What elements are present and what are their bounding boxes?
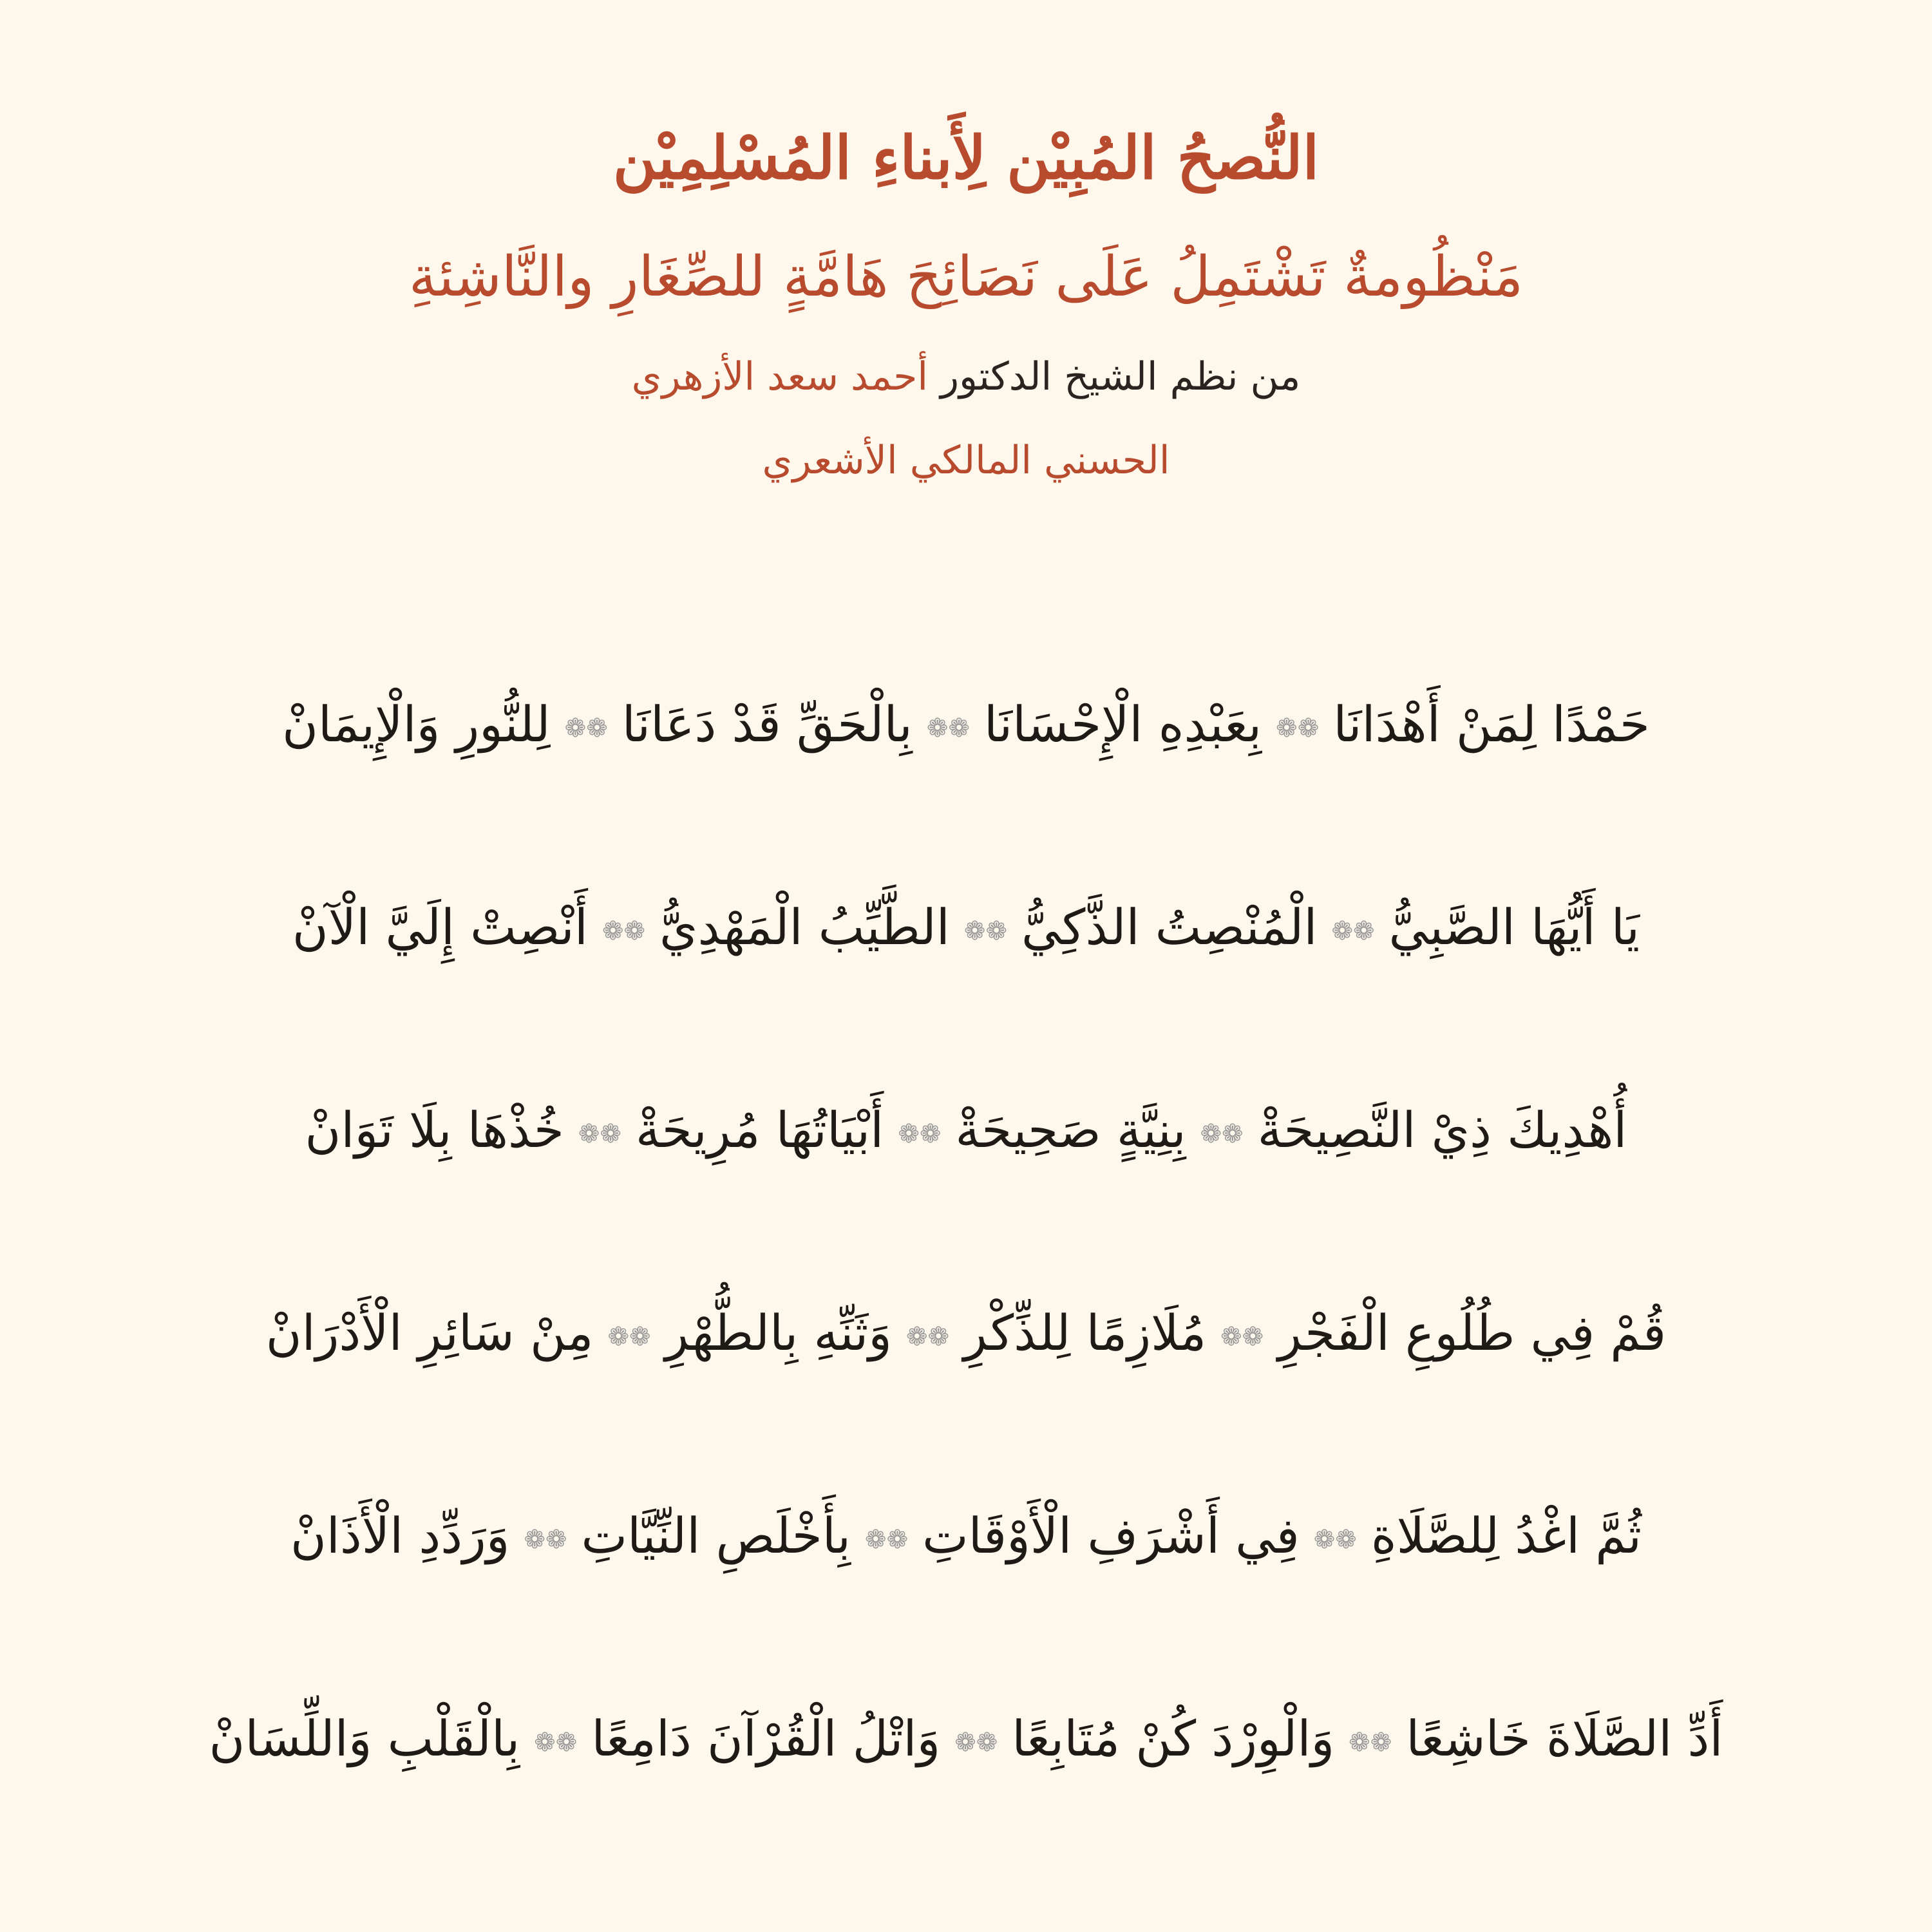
separator-icon: ❁❁ bbox=[564, 714, 608, 743]
author-line-2: الحسني المالكي الأشعري bbox=[762, 438, 1170, 483]
separator-icon: ❁❁ bbox=[954, 1728, 998, 1757]
verse-line bbox=[0, 1697, 1932, 1785]
verse-line bbox=[0, 1494, 1932, 1582]
hemistich: قُمْ فِي طُلُوعِ الْفَجْرِ bbox=[1278, 1304, 1667, 1361]
separator-icon: ❁❁ bbox=[601, 916, 645, 946]
hemistich: خُذْهَا بِلَا تَوَانْ bbox=[305, 1101, 564, 1159]
hemistich: مُلَازِمًا لِلذِّكْرِ bbox=[963, 1304, 1207, 1361]
separator-icon: ❁❁ bbox=[865, 1525, 909, 1555]
separator-icon: ❁❁ bbox=[1331, 916, 1375, 946]
separator-icon: ❁❁ bbox=[1220, 1322, 1264, 1352]
verses-container bbox=[0, 683, 1932, 1932]
poem-subtitle: مَنْظُومةٌ تَشْتَمِلُ عَلَى نَصَائِحَ هَامَّةٍ للصِّغَارِ والنَّاشِئةِ bbox=[408, 245, 1524, 309]
separator-icon: ❁❁ bbox=[926, 714, 970, 743]
hemistich: وَثَنِّهِ بِالطُّهْرِ bbox=[665, 1304, 893, 1361]
separator-icon: ❁❁ bbox=[1313, 1525, 1357, 1555]
hemistich: مِنْ سَائِرِ الْأَدْرَانْ bbox=[265, 1304, 594, 1361]
separator-icon: ❁❁ bbox=[1349, 1728, 1392, 1757]
hemistich: حَمْدًا لِمَنْ أَهْدَانَا bbox=[1333, 696, 1650, 753]
hemistich: بِالْحَقِّ قَدْ دَعَانَا bbox=[621, 696, 913, 753]
hemistich: أَدِّ الصَّلَاةَ خَاشِعًا bbox=[1406, 1710, 1723, 1767]
separator-icon: ❁❁ bbox=[898, 1119, 942, 1149]
hemistich: لِلنُّورِ وَالْإِيمَانْ bbox=[282, 696, 551, 753]
verse-line bbox=[0, 1291, 1932, 1379]
hemistich: الطَّيِّبُ الْمَهْدِيُّ bbox=[659, 898, 950, 956]
separator-icon: ❁❁ bbox=[607, 1322, 651, 1352]
separator-icon: ❁❁ bbox=[534, 1728, 578, 1757]
separator-icon: ❁❁ bbox=[1276, 714, 1320, 743]
separator-icon: ❁❁ bbox=[578, 1119, 621, 1149]
hemistich: بِأَخْلَصِ النِّيَّاتِ bbox=[581, 1507, 851, 1564]
verse-line bbox=[0, 886, 1932, 973]
hemistich: بِعَبْدِهِ الْإِحْسَانَا bbox=[983, 696, 1262, 753]
hemistich: أُهْدِيكَ ذِيْ النَّصِيحَةْ bbox=[1257, 1101, 1627, 1159]
separator-icon: ❁❁ bbox=[963, 916, 1007, 946]
author-prefix: من نظم الشيخ الدكتور bbox=[940, 354, 1301, 399]
hemistich: فِي أَشْرَفِ الْأَوْقَاتِ bbox=[922, 1507, 1300, 1564]
hemistich: وَالْوِرْدَ كُنْ مُتَابِعًا bbox=[1012, 1710, 1335, 1767]
hemistich: أَبْيَاتُهَا مُرِيحَةْ bbox=[635, 1101, 884, 1159]
hemistich: وَاتْلُ الْقُرْآنَ دَامِعًا bbox=[591, 1710, 941, 1767]
separator-icon: ❁❁ bbox=[1200, 1119, 1244, 1149]
hemistich: وَرَدِّدِ الْأَذَانْ bbox=[290, 1507, 510, 1564]
verse-line bbox=[0, 1088, 1932, 1176]
separator-icon: ❁❁ bbox=[524, 1525, 567, 1555]
verse-line bbox=[0, 683, 1932, 770]
author-name: أحمد سعد الأزهري bbox=[631, 354, 928, 399]
hemistich: بِنِيَّةٍ صَحِيحَةْ bbox=[955, 1101, 1186, 1159]
hemistich: الْمُنْصِتُ الذَّكِيُّ bbox=[1021, 898, 1318, 956]
hemistich: أَنْصِتْ إِلَيَّ الْآنْ bbox=[292, 898, 588, 956]
hemistich: ثُمَّ اغْدُ لِلصَّلَاةِ bbox=[1370, 1507, 1642, 1564]
hemistich: بِالْقَلْبِ وَاللِّسَانْ bbox=[209, 1710, 520, 1767]
hemistich: يَا أَيُّهَا الصَّبِيُّ bbox=[1388, 898, 1640, 956]
author-line bbox=[0, 345, 1932, 409]
poem-title: النُّصحُ المُبِيْن لِأَبناءِ المُسْلِمِيْن bbox=[612, 123, 1320, 193]
separator-icon: ❁❁ bbox=[906, 1322, 950, 1352]
